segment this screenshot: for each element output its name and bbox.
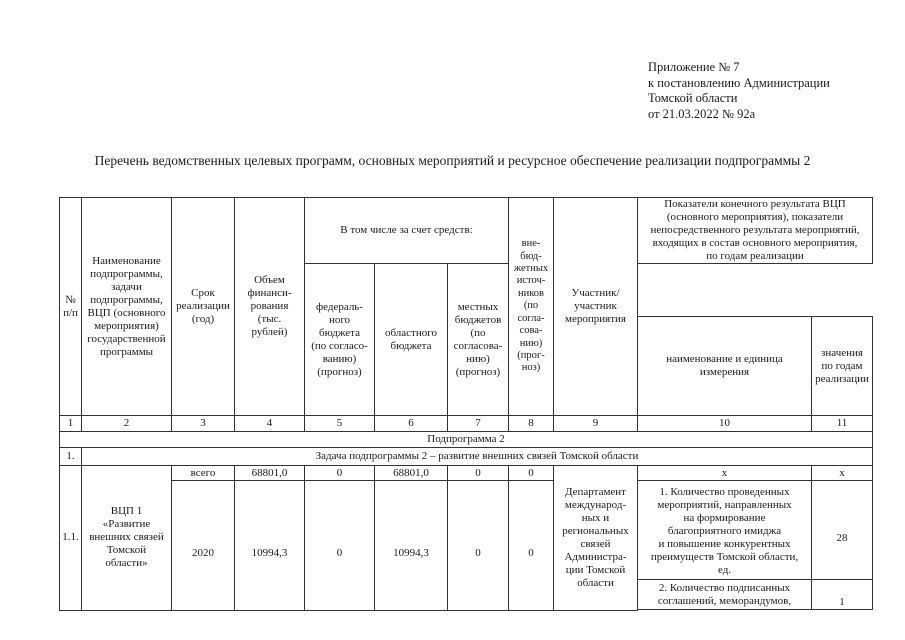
volume-total: 68801,0 (235, 466, 305, 481)
appendix-line: к постановлению Администрации (648, 75, 830, 90)
local-2020: 0 (448, 481, 509, 611)
indicator-1: 1. Количество проведенных мероприятий, направленных на формирование благоприятного имиджа и повышение конкурентных преимуществ Томской области, ед. (638, 481, 812, 580)
indicator-2: 2. Количество подписанных соглашений, меморандумов, (638, 580, 812, 610)
appendix-note (648, 60, 830, 122)
header-funding-sources: В том числе за счет средств: (305, 198, 509, 264)
column-number: 6 (375, 416, 448, 432)
regional-total: 68801,0 (375, 466, 448, 481)
extra-2020: 0 (509, 481, 554, 611)
header-indicators: Показатели конечного результата ВЦП (основного мероприятия), показатели непосредственного результата мероприятий, входящих в состав основного мероприятия, по годам реализации (638, 198, 873, 264)
header-federal: федераль- ного бюджета (по согласо- ванию) (прогноз) (305, 264, 375, 416)
header-participant: Участник/ участник мероприятия (554, 198, 638, 416)
header-term: Срок реализации (год) (172, 198, 235, 416)
column-number-row (60, 416, 873, 432)
appendix-line: Томской области (648, 91, 738, 105)
header-local: местных бюджетов (по согласова- нию) (прогноз) (448, 264, 509, 416)
document-title: Перечень ведомственных целевых программ, основных мероприятий и ресурсное обеспечение реализации подпрограммы 2 (94, 153, 811, 168)
header-indicator-name: наименование и единица измерения (638, 317, 812, 416)
header-volume: Объем финанси- рования (тыс. рублей) (235, 198, 305, 416)
appendix-line: Приложение № 7 (648, 60, 740, 74)
vcp-name: ВЦП 1 «Развитие внешних связей Томской области» (82, 466, 172, 611)
extra-total: 0 (509, 466, 554, 481)
header-num: № п/п (60, 198, 82, 416)
header-regional: областного бюджета (375, 264, 448, 416)
column-number: 10 (638, 416, 812, 432)
task-text: Задача подпрограммы 2 – развитие внешних связей Томской области (82, 448, 873, 466)
volume-2020: 10994,3 (235, 481, 305, 611)
column-number: 7 (448, 416, 509, 432)
subprogram-row: Подпрограмма 2 (60, 432, 873, 448)
column-number: 3 (172, 416, 235, 432)
indicator-2-value: 1 (812, 580, 873, 610)
column-number: 8 (509, 416, 554, 432)
federal-2020: 0 (305, 481, 375, 611)
column-number: 11 (812, 416, 873, 432)
vcp-num: 1.1. (60, 466, 82, 611)
header-indicator-values: значения по годам реализации (812, 317, 873, 416)
column-number: 9 (554, 416, 638, 432)
local-total: 0 (448, 466, 509, 481)
vcp-participant: Департамент международ- ных и региональных связей Администра- ции Томской области (554, 466, 638, 611)
indicator-total: х (638, 466, 812, 481)
regional-2020: 10994,3 (375, 481, 448, 611)
task-num: 1. (60, 448, 82, 466)
term-2020: 2020 (172, 481, 235, 611)
column-number: 1 (60, 416, 82, 432)
header-name: Наименование подпрограммы, задачи подпрограммы, ВЦП (основного мероприятия) государственной программы (82, 198, 172, 416)
header-extrabudget: вне- бюд- жетных источ- ников (по согла- сова- нию) (прог- ноз) (509, 198, 554, 416)
column-number: 4 (235, 416, 305, 432)
term-total: всего (172, 466, 235, 481)
value-total: х (812, 466, 873, 481)
column-number: 2 (82, 416, 172, 432)
program-table (59, 197, 873, 611)
federal-total: 0 (305, 466, 375, 481)
appendix-line: от 21.03.2022 № 92а (648, 106, 756, 121)
indicator-1-value: 28 (812, 481, 873, 580)
column-number: 5 (305, 416, 375, 432)
